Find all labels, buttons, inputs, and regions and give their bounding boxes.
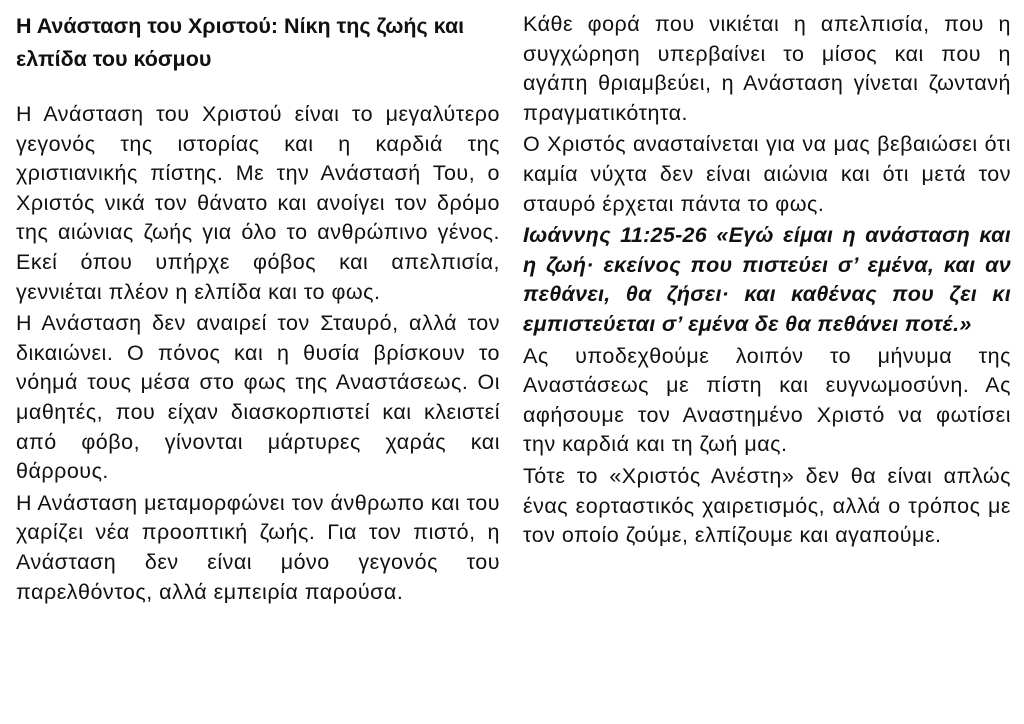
paragraph-no-eternal-night: Ο Χριστός ανασταίνεται για να μας βεβαιώσει ότι καμία νύχτα δεν είναι αιώνια και ότι μετά τον σταυρό έρχεται πάντα το φως. <box>523 132 1011 216</box>
paragraph-christos-anesti: Τότε το «Χριστός Ανέστη» δεν θα είναι απλώς ένας εορταστικός χαιρετισμός, αλλά ο τρόπος με τον οποίο ζούμε, ελπίζουμε και αγαπούμε. <box>523 463 1011 548</box>
left-column <box>16 10 500 609</box>
paragraph-living-reality: Κάθε φορά που νικιέται η απελπισία, που η συγχώρηση υπερβαίνει το μίσος και που η αγάπη θριαμβεύει, η Ανάσταση γίνεται ζωντανή πραγματικότητα. <box>523 12 1011 125</box>
paragraph-transformation: Η Ανάσταση μεταμορφώνει τον άνθρωπο και του χαρίζει νέα προοπτική ζωής. Για τον πιστό, η Ανάσταση δεν είναι μόνο γεγονός του παρελθόντος, αλλά εμπειρία παρούσα. <box>16 490 500 604</box>
scripture-quote: Ιωάννης 11:25-26 «Εγώ είμαι η ανάσταση και η ζωή· εκείνος που πιστεύει σ’ εμένα, και αν πεθάνει, θα ζήσει· και καθένας που ζει κι εμπιστεύεται σ’ εμένα δε θα πεθάνει ποτέ.» <box>523 223 1011 336</box>
paragraph-cross: Η Ανάσταση δεν αναιρεί τον Σταυρό, αλλά τον δικαιώνει. Ο πόνος και η θυσία βρίσκουν το νόημά τους μέσα στο φως της Αναστάσεως. Οι μαθητές, που είχαν διασκορπιστεί και κλειστεί από φόβο, γίνονται μάρτυρες χαράς και θάρρους. <box>16 311 500 484</box>
right-column <box>523 10 1011 553</box>
document-title: Η Ανάσταση του Χριστού: Νίκη της ζωής και ελπίδα του κόσμου <box>16 14 465 71</box>
paragraph-intro: Η Ανάσταση του Χριστού είναι το μεγαλύτερο γεγονός της ιστορίας και η καρδιά της χριστιανικής πίστης. Με την Ανάστασή Του, ο Χριστός νικά τον θάνατο και ανοίγει τον δρόμο της αιώνιας ζωής για όλο το ανθρώπινο γένος. Εκεί όπου υπήρχε φόβος και απελπισία, γεννιέται πλέον η ελπίδα και το φως. <box>16 102 500 304</box>
paragraph-welcome-message: Ας υποδεχθούμε λοιπόν το μήνυμα της Αναστάσεως με πίστη και ευγνωμοσύνη. Ας αφήσουμε τον Αναστημένο Χριστό να φωτίσει την καρδιά και τη ζωή μας. <box>523 343 1011 457</box>
